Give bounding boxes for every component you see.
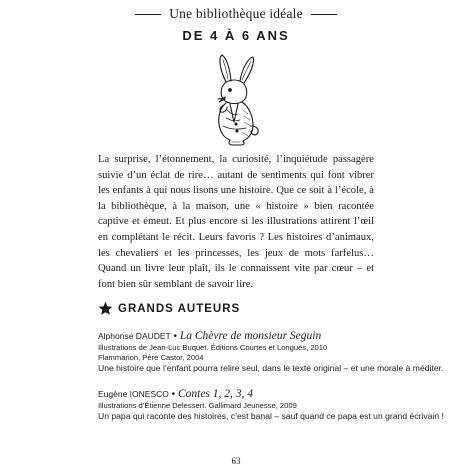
page-number: 63 — [231, 456, 241, 466]
rule-right — [311, 14, 337, 15]
intro-text: La surprise, l’étonnement, la curiosité, l’inquiétude passagère suivie d’un éclat de rire… autant de sentiments qui font vibrer les enfants à qui nous lisons une histoire. Que ce soit à l’école, à la bibliothèque, à la maison, une « histoire » bien racontée captive et émeut. Et plus encore si les illustrations attirent l’œil en complétant le récit. Leurs favoris ? Les histoires d’animaux, les chevaliers et les princesses, les jeux de mots farfelus… Quand un livre leur plaît, ils le connaissent vite par cœur – et font bien sûr semblant de savoir lire. — [98, 154, 374, 290]
entry-separator: • — [173, 331, 178, 342]
authors-heading-label: GRANDS AUTEURS — [118, 302, 241, 315]
rule-left — [135, 14, 161, 15]
entry-author: Alphonse DAUDET — [98, 331, 171, 341]
entry-other-edition: Flammarion, Père Castor, 2004 — [98, 353, 204, 362]
running-head — [0, 6, 472, 22]
section-title: DE 4 À 6 ANS — [182, 28, 290, 43]
rabbit-illustration — [196, 52, 276, 148]
star-icon — [98, 301, 113, 316]
book-entry-ionesco — [98, 388, 444, 422]
book-entry-daudet — [98, 330, 444, 374]
entry-headline — [98, 330, 388, 343]
entry-separator: • — [171, 389, 176, 400]
entry-author: Eugène IONESCO — [98, 389, 169, 399]
entry-headline — [98, 388, 388, 401]
entry-description: Un papa qui raconte des histoires, c’est banal – sauf quand ce papa est un grand écrivain ! — [98, 411, 444, 421]
entry-title: Contes 1, 2, 3, 4 — [177, 388, 254, 400]
entry-illustrations: Illustrations de Jean-Luc Buquet. Éditions Courtes et Longues, 2010 — [98, 343, 328, 352]
running-title: Une bibliothèque idéale — [169, 6, 303, 21]
authors-heading — [98, 301, 240, 316]
entry-description: Une histoire que l’enfant pourra relire seul, dans le texte original – et une morale à méditer. — [98, 363, 444, 373]
intro-paragraph — [98, 152, 374, 292]
entry-title: La Chèvre de monsieur Seguin — [179, 330, 322, 342]
entry-illustrations: Illustrations d’Étienne Delessert. Gallimard Jeunesse, 2009 — [98, 401, 297, 410]
